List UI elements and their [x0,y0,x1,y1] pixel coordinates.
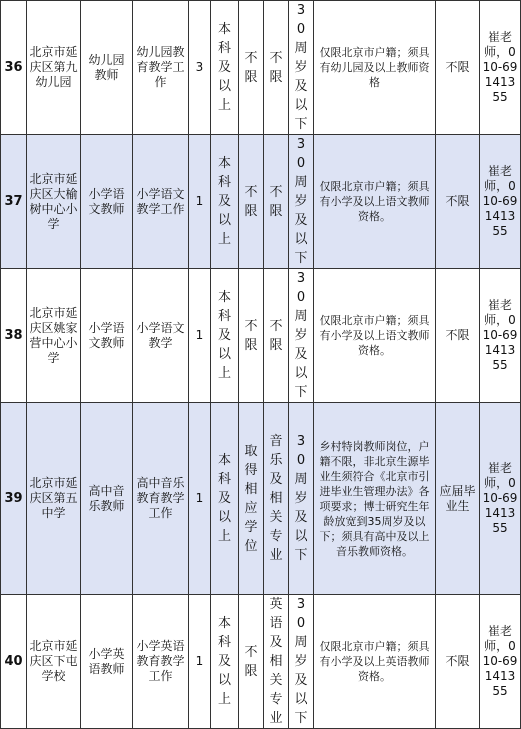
contact: 崔老师，010-69141355 [480,1,521,135]
degree: 不限 [244,184,258,219]
requirements: 仅限北京市户籍；须具有小学及以上语文教师资格。 [314,269,436,403]
table-row [1,403,521,595]
education: 本科及以上 [217,290,231,381]
contact: 崔老师，010-69141355 [480,595,521,729]
age-limit: 30周岁及以下 [294,271,308,400]
post-name: 幼儿园教师 [81,1,133,135]
major: 英语及相关专业 [269,597,283,726]
hire-count: 1 [189,135,211,269]
employer-unit: 北京市延庆区姚家营中心小学 [27,269,81,403]
row-number: 36 [1,1,27,135]
requirements: 仅限北京市户籍；须具有小学及以上英语教师资格。 [314,595,436,729]
major-cell [264,269,289,403]
education-cell [211,595,239,729]
major-cell [264,595,289,729]
age-limit: 30周岁及以下 [294,3,308,132]
employer-unit: 北京市延庆区大榆树中心小学 [27,135,81,269]
requirements: 仅限北京市户籍；须具有小学及以上语文教师资格。 [314,135,436,269]
requirements: 乡村特岗教师岗位，户籍不限，非北京生源毕业生须符合《北京市引进毕业生管理办法》各项要求；博士研究生年龄放宽到35周岁及以下；须具有高中及以上音乐教师资格。 [314,403,436,595]
applicant-source: 不限 [436,269,480,403]
hire-count: 1 [189,269,211,403]
contact: 崔老师，010-69141355 [480,135,521,269]
job-duty: 小学英语教育教学工作 [133,595,189,729]
education: 本科及以上 [217,453,231,544]
degree-cell [239,403,264,595]
job-duty: 小学语文教学工作 [133,135,189,269]
age-cell [289,595,314,729]
job-duty: 幼儿园教育教学工作 [133,1,189,135]
table-row [1,135,521,269]
employer-unit: 北京市延庆区下屯学校 [27,595,81,729]
table-row [1,269,521,403]
age-cell [289,135,314,269]
table-row [1,1,521,135]
education-cell [211,403,239,595]
education-cell [211,1,239,135]
education: 本科及以上 [217,22,231,113]
employer-unit: 北京市延庆区第九幼儿园 [27,1,81,135]
major-cell [264,403,289,595]
row-number: 37 [1,135,27,269]
major-cell [264,135,289,269]
education-cell [211,135,239,269]
row-number: 39 [1,403,27,595]
row-number: 38 [1,269,27,403]
table-row [1,595,521,729]
education: 本科及以上 [217,156,231,247]
hire-count: 3 [189,1,211,135]
age-cell [289,269,314,403]
age-limit: 30周岁及以下 [294,597,308,726]
applicant-source: 不限 [436,135,480,269]
education-cell [211,269,239,403]
degree: 取得相应学位 [244,443,258,554]
degree-cell [239,1,264,135]
contact: 崔老师，010-69141355 [480,403,521,595]
job-duty: 小学语文教学 [133,269,189,403]
major: 不限 [269,318,283,353]
major: 不限 [269,50,283,85]
degree-cell [239,269,264,403]
applicant-source: 不限 [436,1,480,135]
requirements: 仅限北京市户籍；须具有幼儿园及以上教师资格 [314,1,436,135]
major: 不限 [269,184,283,219]
job-duty: 高中音乐教育教学工作 [133,403,189,595]
post-name: 高中音乐教师 [81,403,133,595]
hire-count: 1 [189,595,211,729]
degree: 不限 [244,318,258,353]
age-cell [289,1,314,135]
contact: 崔老师，010-69141355 [480,269,521,403]
post-name: 小学语文教师 [81,135,133,269]
major: 音乐及相关专业 [269,434,283,563]
degree: 不限 [244,50,258,85]
major-cell [264,1,289,135]
age-limit: 30周岁及以下 [294,137,308,266]
education: 本科及以上 [217,616,231,707]
post-name: 小学英语教师 [81,595,133,729]
row-number: 40 [1,595,27,729]
applicant-source: 应届毕业生 [436,403,480,595]
degree-cell [239,135,264,269]
applicant-source: 不限 [436,595,480,729]
degree-cell [239,595,264,729]
post-name: 小学语文教师 [81,269,133,403]
employer-unit: 北京市延庆区第五中学 [27,403,81,595]
degree: 不限 [244,644,258,679]
age-limit: 30周岁及以下 [294,434,308,563]
hire-count: 1 [189,403,211,595]
age-cell [289,403,314,595]
